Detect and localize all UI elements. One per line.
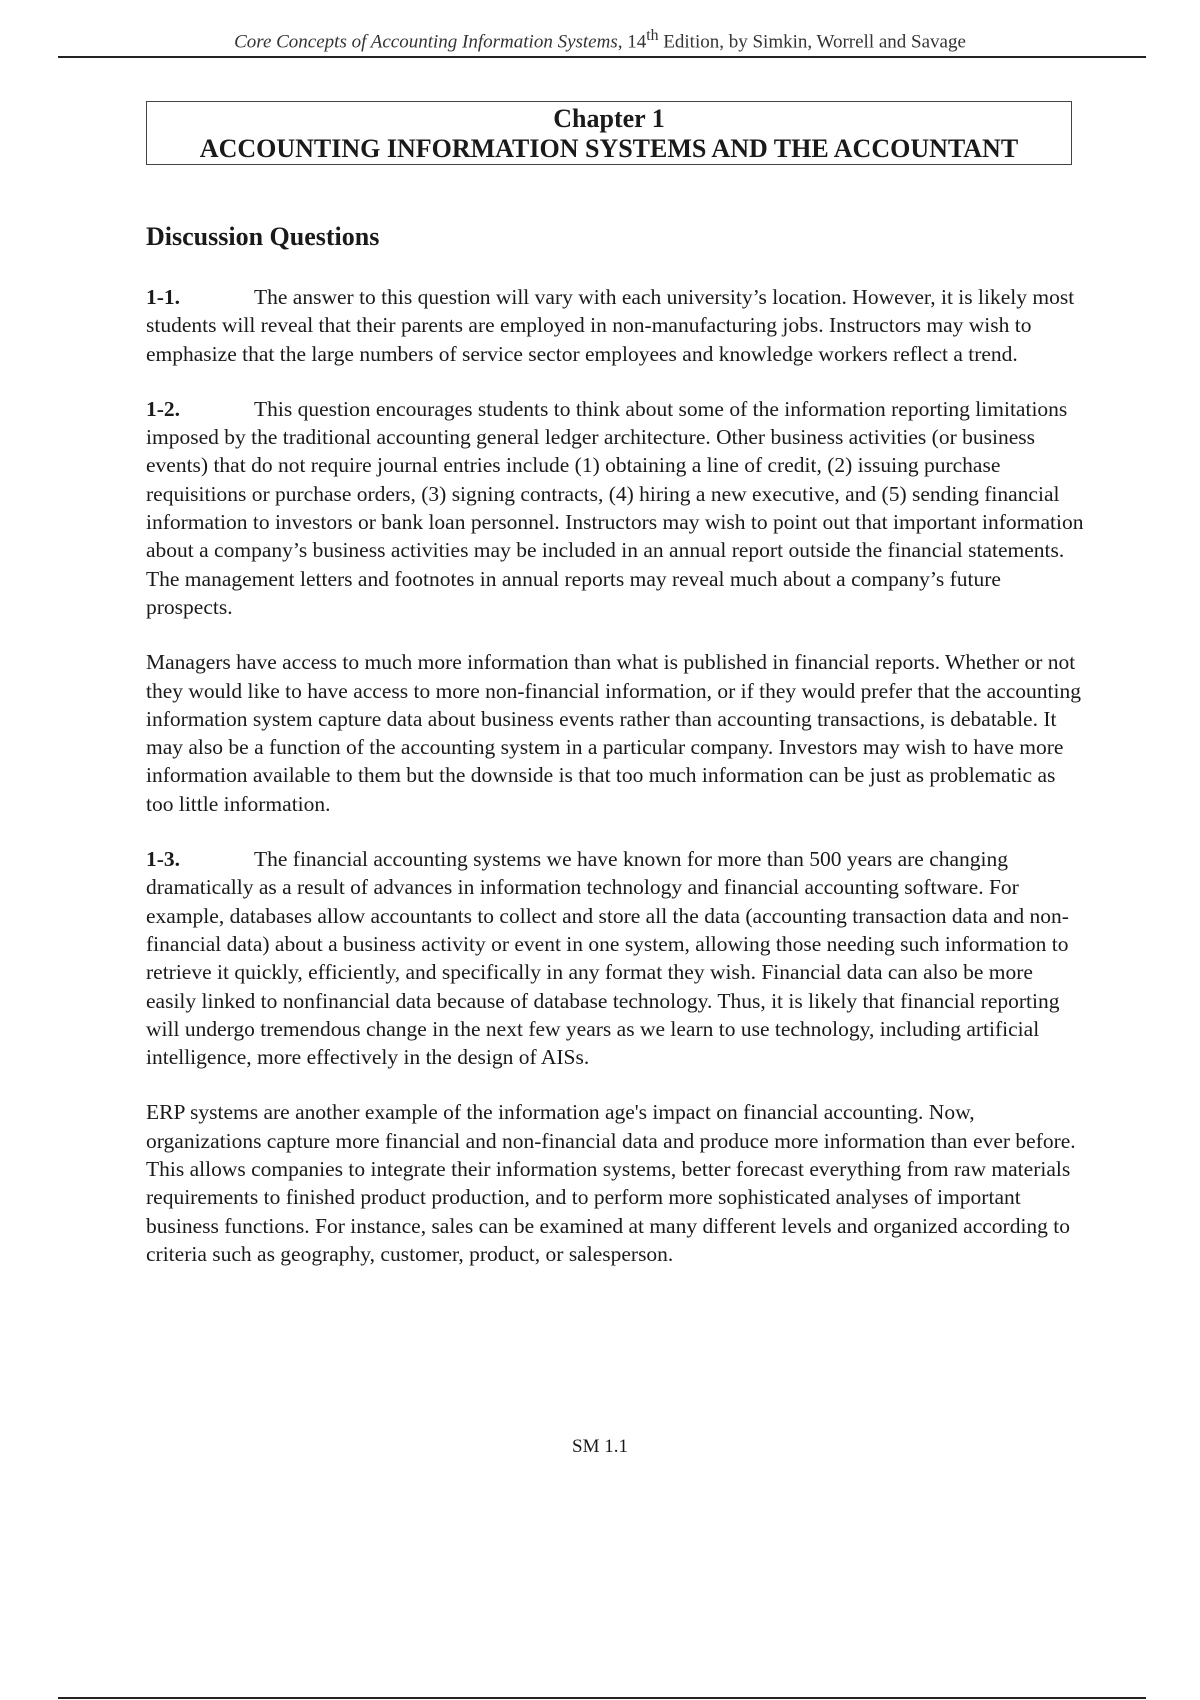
question-text: The financial accounting systems we have known for more than 500 years are changing dramatically as a result of advances in information technology and financial accounting software. For example, databases allow accountants to collect and store all the data (accounting transaction data and non-financial data) about a business activity or event in one system, allowing those needing such information to retrieve it quickly, efficiently, and specifically in any format they wish. Financial data can also be more easily linked to nonfinancial data because of database technology. Thus, it is likely that financial reporting will undergo tremendous change in the next few years as we learn to use technology, including artificial intelligence, more effectively in the design of AISs. xyxy=(146,847,1069,1070)
header-rule xyxy=(58,56,1146,58)
question-number: 1-2. xyxy=(146,396,181,421)
question-number: 1-3. xyxy=(146,847,181,872)
question-1-2-continued: Managers have access to much more information than what is published in financial reports. Whether or not they would like to have access to more non-financial information, or if they would prefer that the accounting information system capture data about business events rather than accounting transactions, is debatable. It may also be a function of the accounting system in a particular company. Investors may wish to have more information available to them but the downside is that too much information can be just as problematic as too little information. xyxy=(146,650,1081,816)
chapter-number: Chapter 1 xyxy=(553,104,665,133)
edition-suffix: th xyxy=(646,27,659,44)
question-1-3-continued: ERP systems are another example of the information age's impact on financial accounting. Now, organizations capture more financial and non-financial data and produce more information than ever before. This allows companies to integrate their information systems, better forecast everything from raw materials requirements to finished product production, and to perform more sophisticated analyses of important business functions. For instance, sales can be examined at many different levels and organized according to criteria such as geography, customer, product, or salesperson. xyxy=(146,1100,1076,1266)
footer-rule xyxy=(58,1697,1146,1699)
question-1-2 xyxy=(146,395,1086,621)
question-1-3 xyxy=(146,845,1086,1071)
page-number: SM 1.1 xyxy=(572,1436,628,1457)
question-text: This question encourages students to think about some of the information reporting limitations imposed by the traditional accounting general ledger architecture. Other business activities (or business events) that do not require journal entries include (1) obtaining a line of credit, (2) issuing purchase requisitions or purchase orders, (3) signing contracts, (4) hiring a new executive, and (5) sending financial information to investors or bank loan personnel. Instructors may wish to point out that important information about a company’s business activities may be included in an annual report outside the financial statements. The management letters and footnotes in annual reports may reveal much about a company’s future prospects. xyxy=(146,396,1084,619)
chapter-title-box xyxy=(146,101,1072,165)
chapter-title: ACCOUNTING INFORMATION SYSTEMS AND THE ACCOUNTANT xyxy=(199,134,1019,163)
question-1-1 xyxy=(146,283,1086,368)
section-heading: Discussion Questions xyxy=(146,222,380,251)
edition-number: , 14 xyxy=(617,31,647,53)
question-text: The answer to this question will vary with each university’s location. However, it is likely most students will reveal that their parents are employed in non-manufacturing jobs. Instructors may wish to emphasize that the large numbers of service sector employees and knowledge workers reflect a trend. xyxy=(146,285,1075,366)
running-header xyxy=(0,27,1200,53)
edition-authors: Edition, by Simkin, Worrell and Savage xyxy=(658,31,966,53)
book-title: Core Concepts of Accounting Information Systems xyxy=(234,31,618,53)
discussion-questions xyxy=(146,283,1086,1295)
question-number: 1-1. xyxy=(146,285,181,309)
